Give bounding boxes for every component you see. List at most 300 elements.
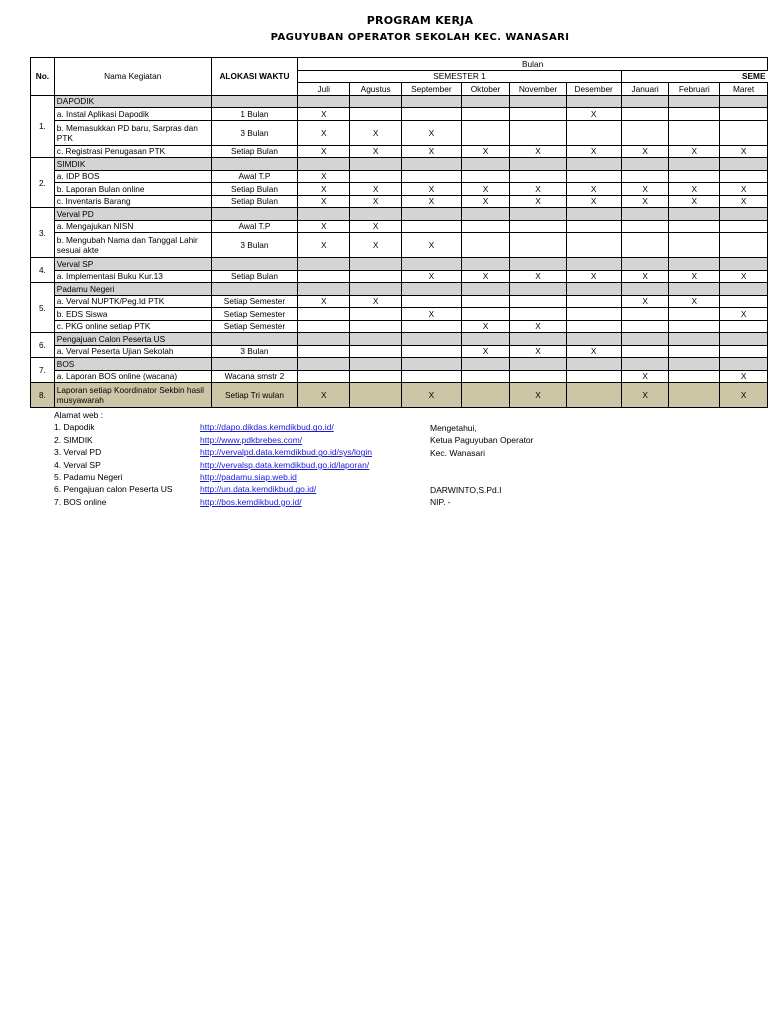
activity-name: b. Laporan Bulan online bbox=[54, 183, 211, 196]
month-mark: X bbox=[461, 320, 510, 333]
month-mark bbox=[720, 295, 768, 308]
month-mark bbox=[669, 320, 720, 333]
time-allocation: Setiap Bulan bbox=[211, 183, 298, 196]
month-mark bbox=[402, 170, 462, 183]
month-mark: X bbox=[720, 195, 768, 208]
category-fill bbox=[298, 158, 350, 171]
activity-name: a. Mengajukan NISN bbox=[54, 220, 211, 233]
activity-name: b. Mengubah Nama dan Tanggal Lahir sesuai akte bbox=[54, 233, 211, 258]
month-mark: X bbox=[298, 108, 350, 121]
category-fill bbox=[566, 258, 621, 271]
category-fill bbox=[566, 283, 621, 296]
category-fill bbox=[720, 208, 768, 221]
month-mark: X bbox=[298, 233, 350, 258]
web-link[interactable]: http://dapo.dikdas.kemdikbud.go.id/ bbox=[200, 422, 334, 433]
month-mark: X bbox=[720, 383, 768, 408]
category-fill bbox=[211, 358, 298, 371]
month-mark: X bbox=[298, 145, 350, 158]
month-mark bbox=[402, 345, 462, 358]
category-fill bbox=[461, 95, 510, 108]
web-link[interactable]: http://vervalpd.data.kemdikbud.go.id/sys/login bbox=[200, 447, 372, 458]
category-label: BOS bbox=[54, 358, 211, 371]
category-label: Verval PD bbox=[54, 208, 211, 221]
month-mark: X bbox=[621, 195, 669, 208]
month-mark: X bbox=[402, 383, 462, 408]
month-mark bbox=[510, 170, 566, 183]
header-bulan: Bulan bbox=[298, 58, 768, 71]
category-fill bbox=[720, 258, 768, 271]
month-mark bbox=[298, 270, 350, 283]
category-fill bbox=[211, 333, 298, 346]
month-mark bbox=[350, 383, 402, 408]
activity-name: a. Verval Peserta Ujian Sekolah bbox=[54, 345, 211, 358]
month-mark bbox=[621, 170, 669, 183]
category-fill bbox=[669, 95, 720, 108]
row-number: 3. bbox=[31, 208, 55, 258]
category-fill bbox=[211, 258, 298, 271]
month-mark: X bbox=[720, 370, 768, 383]
row-number: 6. bbox=[31, 333, 55, 358]
header-alokasi: ALOKASI WAKTU bbox=[211, 58, 298, 96]
month-mark bbox=[566, 233, 621, 258]
month-mark bbox=[461, 220, 510, 233]
category-fill bbox=[402, 95, 462, 108]
month-mark bbox=[510, 220, 566, 233]
link-label: 6. Pengajuan calon Peserta US bbox=[54, 484, 173, 495]
category-fill bbox=[566, 208, 621, 221]
table-row bbox=[31, 345, 768, 358]
activity-name: c. PKG online setiap PTK bbox=[54, 320, 211, 333]
activity-name: a. Laporan BOS online (wacana) bbox=[54, 370, 211, 383]
category-label: Pengajuan Calon Peserta US bbox=[54, 333, 211, 346]
month-mark: X bbox=[350, 220, 402, 233]
row-number: 7. bbox=[31, 358, 55, 383]
month-mark: X bbox=[350, 295, 402, 308]
month-mark bbox=[621, 345, 669, 358]
month-mark: X bbox=[510, 195, 566, 208]
category-fill bbox=[211, 283, 298, 296]
row-number: 8. bbox=[31, 383, 55, 408]
web-link[interactable]: http://un.data.kemdikbud.go.id/ bbox=[200, 484, 317, 495]
link-row bbox=[54, 421, 372, 433]
month-mark: X bbox=[621, 270, 669, 283]
month-header: September bbox=[402, 83, 462, 96]
month-mark: X bbox=[669, 295, 720, 308]
month-mark: X bbox=[669, 183, 720, 196]
month-mark bbox=[621, 308, 669, 321]
category-fill bbox=[402, 283, 462, 296]
month-mark bbox=[461, 383, 510, 408]
category-fill bbox=[720, 158, 768, 171]
month-mark: X bbox=[510, 145, 566, 158]
category-label: DAPODIK bbox=[54, 95, 211, 108]
month-mark bbox=[566, 170, 621, 183]
category-fill bbox=[461, 258, 510, 271]
month-mark bbox=[669, 233, 720, 258]
category-fill bbox=[402, 158, 462, 171]
month-mark bbox=[720, 170, 768, 183]
month-mark bbox=[669, 108, 720, 121]
activity-name: a. Instal Aplikasi Dapodik bbox=[54, 108, 211, 121]
table-row bbox=[31, 120, 768, 145]
month-mark bbox=[298, 320, 350, 333]
month-mark: X bbox=[510, 345, 566, 358]
month-mark: X bbox=[621, 383, 669, 408]
month-mark: X bbox=[621, 370, 669, 383]
category-label: Padamu Negeri bbox=[54, 283, 211, 296]
category-fill bbox=[298, 208, 350, 221]
category-fill bbox=[510, 358, 566, 371]
month-mark bbox=[350, 308, 402, 321]
month-mark: X bbox=[350, 233, 402, 258]
time-allocation: Awal T.P bbox=[211, 170, 298, 183]
month-mark bbox=[720, 345, 768, 358]
month-mark bbox=[461, 170, 510, 183]
page-subtitle: PAGUYUBAN OPERATOR SEKOLAH KEC. WANASARI bbox=[270, 32, 570, 43]
link-label: 7. BOS online bbox=[54, 496, 107, 507]
month-mark: X bbox=[720, 308, 768, 321]
month-mark bbox=[402, 220, 462, 233]
month-header: Oktober bbox=[461, 83, 510, 96]
month-mark bbox=[720, 320, 768, 333]
category-fill bbox=[402, 333, 462, 346]
signature-block bbox=[430, 422, 534, 509]
row-number: 5. bbox=[31, 283, 55, 333]
web-link[interactable]: http://bos.kemdikbud.go.id/ bbox=[200, 496, 302, 507]
month-mark bbox=[350, 170, 402, 183]
month-mark bbox=[350, 270, 402, 283]
category-fill bbox=[211, 95, 298, 108]
category-fill bbox=[510, 95, 566, 108]
category-fill bbox=[350, 258, 402, 271]
category-fill bbox=[510, 258, 566, 271]
month-mark bbox=[566, 320, 621, 333]
month-mark: X bbox=[720, 145, 768, 158]
month-mark bbox=[402, 295, 462, 308]
time-allocation: Setiap Semester bbox=[211, 308, 298, 321]
month-mark bbox=[669, 120, 720, 145]
category-fill bbox=[510, 333, 566, 346]
link-label: 5. Padamu Negeri bbox=[54, 471, 123, 482]
month-mark bbox=[402, 320, 462, 333]
category-fill bbox=[566, 358, 621, 371]
category-fill bbox=[461, 333, 510, 346]
activity-name: a. IDP BOS bbox=[54, 170, 211, 183]
table-row bbox=[31, 308, 768, 321]
link-label: 2. SIMDIK bbox=[54, 434, 93, 445]
time-allocation: 3 Bulan bbox=[211, 345, 298, 358]
month-mark bbox=[720, 120, 768, 145]
month-mark: X bbox=[461, 195, 510, 208]
sign-line-3: Kec. Wanasari bbox=[430, 447, 485, 458]
month-mark bbox=[298, 308, 350, 321]
link-label: 3. Verval PD bbox=[54, 447, 102, 458]
link-row bbox=[54, 471, 372, 483]
activity-name: a. Implementasi Buku Kur.13 bbox=[54, 270, 211, 283]
month-mark bbox=[461, 108, 510, 121]
category-fill bbox=[566, 333, 621, 346]
month-mark: X bbox=[566, 195, 621, 208]
category-fill bbox=[298, 95, 350, 108]
month-mark: X bbox=[298, 295, 350, 308]
month-mark bbox=[510, 308, 566, 321]
sign-line-2: Ketua Paguyuban Operator bbox=[430, 435, 534, 446]
month-mark bbox=[510, 233, 566, 258]
month-mark bbox=[566, 308, 621, 321]
month-header: Januari bbox=[621, 83, 669, 96]
time-allocation: Setiap Tri wulan bbox=[211, 383, 298, 408]
month-mark bbox=[669, 308, 720, 321]
time-allocation: Setiap Semester bbox=[211, 320, 298, 333]
month-mark bbox=[510, 120, 566, 145]
table-row bbox=[31, 270, 768, 283]
web-link[interactable]: http://www.pdkbrebes.com/ bbox=[200, 434, 303, 445]
category-fill bbox=[669, 208, 720, 221]
month-mark: X bbox=[621, 145, 669, 158]
month-mark bbox=[461, 233, 510, 258]
category-label: Verval SP bbox=[54, 258, 211, 271]
month-header: Desember bbox=[566, 83, 621, 96]
table-row bbox=[31, 370, 768, 383]
header-kegiatan: Nama Kegiatan bbox=[54, 58, 211, 96]
category-fill bbox=[720, 95, 768, 108]
month-mark bbox=[350, 108, 402, 121]
category-fill bbox=[669, 283, 720, 296]
category-fill bbox=[566, 158, 621, 171]
month-mark: X bbox=[298, 195, 350, 208]
month-mark bbox=[402, 370, 462, 383]
header-no: No. bbox=[31, 58, 55, 96]
category-fill bbox=[461, 283, 510, 296]
activity-name: b. EDS Siswa bbox=[54, 308, 211, 321]
month-mark: X bbox=[669, 270, 720, 283]
month-mark: X bbox=[461, 345, 510, 358]
time-allocation: 3 Bulan bbox=[211, 233, 298, 258]
month-mark: X bbox=[402, 195, 462, 208]
link-row bbox=[54, 496, 372, 508]
month-mark bbox=[298, 370, 350, 383]
category-fill bbox=[461, 208, 510, 221]
month-mark bbox=[621, 108, 669, 121]
category-fill bbox=[350, 95, 402, 108]
category-fill bbox=[211, 208, 298, 221]
activity-name: c. Inventaris Barang bbox=[54, 195, 211, 208]
month-mark bbox=[621, 233, 669, 258]
month-mark: X bbox=[461, 183, 510, 196]
month-header: Agustus bbox=[350, 83, 402, 96]
category-fill bbox=[510, 283, 566, 296]
month-header: November bbox=[510, 83, 566, 96]
category-fill bbox=[298, 258, 350, 271]
month-mark: X bbox=[566, 145, 621, 158]
link-row bbox=[54, 434, 372, 446]
header-semester-1: SEMESTER 1 bbox=[298, 70, 622, 83]
month-mark bbox=[510, 295, 566, 308]
category-fill bbox=[621, 95, 669, 108]
link-row bbox=[54, 446, 372, 458]
header-semester-2: SEME bbox=[621, 70, 767, 83]
time-allocation: Setiap Bulan bbox=[211, 195, 298, 208]
category-fill bbox=[402, 358, 462, 371]
month-mark bbox=[669, 170, 720, 183]
web-link[interactable]: http://padamu.siap.web.id bbox=[200, 471, 297, 482]
month-mark bbox=[720, 108, 768, 121]
month-mark: X bbox=[350, 195, 402, 208]
month-mark: X bbox=[461, 270, 510, 283]
category-fill bbox=[669, 358, 720, 371]
category-fill bbox=[402, 208, 462, 221]
category-fill bbox=[510, 208, 566, 221]
month-mark: X bbox=[402, 145, 462, 158]
links-title: Alamat web : bbox=[54, 410, 104, 420]
link-label: 1. Dapodik bbox=[54, 422, 95, 433]
category-fill bbox=[669, 158, 720, 171]
month-mark bbox=[510, 370, 566, 383]
work-program-table bbox=[30, 57, 768, 408]
month-mark: X bbox=[350, 145, 402, 158]
month-mark bbox=[298, 345, 350, 358]
activity-name: b. Memasukkan PD baru, Sarpras dan PTK bbox=[54, 120, 211, 145]
month-mark: X bbox=[461, 145, 510, 158]
table-row bbox=[31, 295, 768, 308]
time-allocation: 1 Bulan bbox=[211, 108, 298, 121]
month-mark bbox=[402, 108, 462, 121]
time-allocation: 3 Bulan bbox=[211, 120, 298, 145]
month-mark bbox=[720, 220, 768, 233]
category-fill bbox=[510, 158, 566, 171]
month-mark: X bbox=[402, 308, 462, 321]
month-header: Juli bbox=[298, 83, 350, 96]
category-fill bbox=[621, 258, 669, 271]
month-header: Februari bbox=[669, 83, 720, 96]
time-allocation: Setiap Semester bbox=[211, 295, 298, 308]
month-mark bbox=[461, 120, 510, 145]
month-mark bbox=[720, 233, 768, 258]
month-mark: X bbox=[298, 120, 350, 145]
month-mark bbox=[510, 108, 566, 121]
month-mark: X bbox=[350, 183, 402, 196]
month-mark: X bbox=[566, 270, 621, 283]
category-fill bbox=[350, 158, 402, 171]
category-fill bbox=[621, 358, 669, 371]
month-mark bbox=[669, 370, 720, 383]
category-fill bbox=[350, 283, 402, 296]
category-fill bbox=[720, 358, 768, 371]
category-fill bbox=[566, 95, 621, 108]
month-mark: X bbox=[720, 270, 768, 283]
table-row bbox=[31, 108, 768, 121]
link-label: 4. Verval SP bbox=[54, 459, 101, 470]
activity-name: a. Verval NUPTK/Peg.Id PTK bbox=[54, 295, 211, 308]
month-mark: X bbox=[566, 345, 621, 358]
category-fill bbox=[461, 158, 510, 171]
month-mark bbox=[350, 370, 402, 383]
month-mark bbox=[461, 295, 510, 308]
month-mark: X bbox=[621, 183, 669, 196]
category-fill bbox=[621, 283, 669, 296]
month-mark: X bbox=[402, 183, 462, 196]
month-mark bbox=[621, 220, 669, 233]
category-label: SIMDIK bbox=[54, 158, 211, 171]
month-mark: X bbox=[621, 295, 669, 308]
category-fill bbox=[350, 333, 402, 346]
time-allocation: Awal T.P bbox=[211, 220, 298, 233]
category-fill bbox=[720, 333, 768, 346]
category-fill bbox=[621, 158, 669, 171]
category-fill bbox=[669, 258, 720, 271]
web-address-list bbox=[54, 409, 372, 508]
activity-name: c. Registrasi Penugasan PTK bbox=[54, 145, 211, 158]
month-mark: X bbox=[720, 183, 768, 196]
activity-name: Laporan setiap Koordinator Sekbin hasil musyawarah bbox=[54, 383, 211, 408]
month-mark: X bbox=[402, 233, 462, 258]
table-row bbox=[31, 170, 768, 183]
month-mark bbox=[566, 120, 621, 145]
category-fill bbox=[621, 208, 669, 221]
month-mark: X bbox=[510, 270, 566, 283]
category-fill bbox=[669, 333, 720, 346]
category-fill bbox=[461, 358, 510, 371]
category-fill bbox=[621, 333, 669, 346]
sign-name: DARWINTO,S.Pd.I bbox=[430, 485, 502, 496]
month-mark bbox=[669, 220, 720, 233]
table-row bbox=[31, 320, 768, 333]
month-mark: X bbox=[298, 170, 350, 183]
category-fill bbox=[350, 208, 402, 221]
table-row bbox=[31, 195, 768, 208]
category-fill bbox=[350, 358, 402, 371]
month-mark: X bbox=[669, 195, 720, 208]
month-mark bbox=[669, 345, 720, 358]
month-mark bbox=[566, 220, 621, 233]
month-mark bbox=[669, 383, 720, 408]
category-fill bbox=[402, 258, 462, 271]
time-allocation: Wacana smstr 2 bbox=[211, 370, 298, 383]
month-mark bbox=[350, 345, 402, 358]
sign-line-1: Mengetahui, bbox=[430, 423, 477, 433]
month-mark bbox=[566, 383, 621, 408]
month-mark: X bbox=[298, 183, 350, 196]
month-mark: X bbox=[350, 120, 402, 145]
time-allocation: Setiap Bulan bbox=[211, 270, 298, 283]
web-link[interactable]: http://vervalsp.data.kemdikbud.go.id/laporan/ bbox=[200, 459, 370, 470]
month-mark: X bbox=[566, 183, 621, 196]
table-row bbox=[31, 183, 768, 196]
row-number: 4. bbox=[31, 258, 55, 283]
row-number: 1. bbox=[31, 95, 55, 158]
month-mark: X bbox=[510, 320, 566, 333]
table-row bbox=[31, 233, 768, 258]
link-row bbox=[54, 459, 372, 471]
month-mark: X bbox=[298, 220, 350, 233]
month-mark bbox=[621, 120, 669, 145]
month-mark bbox=[621, 320, 669, 333]
category-fill bbox=[298, 358, 350, 371]
month-mark: X bbox=[402, 120, 462, 145]
month-mark bbox=[566, 370, 621, 383]
category-fill bbox=[298, 283, 350, 296]
page-title: PROGRAM KERJA bbox=[366, 14, 474, 27]
category-fill bbox=[720, 283, 768, 296]
month-mark: X bbox=[510, 383, 566, 408]
row-number: 2. bbox=[31, 158, 55, 208]
month-mark: X bbox=[669, 145, 720, 158]
month-header: Maret bbox=[720, 83, 768, 96]
table-row bbox=[31, 383, 768, 408]
time-allocation: Setiap Bulan bbox=[211, 145, 298, 158]
sign-nip: NIP. - bbox=[430, 497, 451, 508]
month-mark bbox=[350, 320, 402, 333]
